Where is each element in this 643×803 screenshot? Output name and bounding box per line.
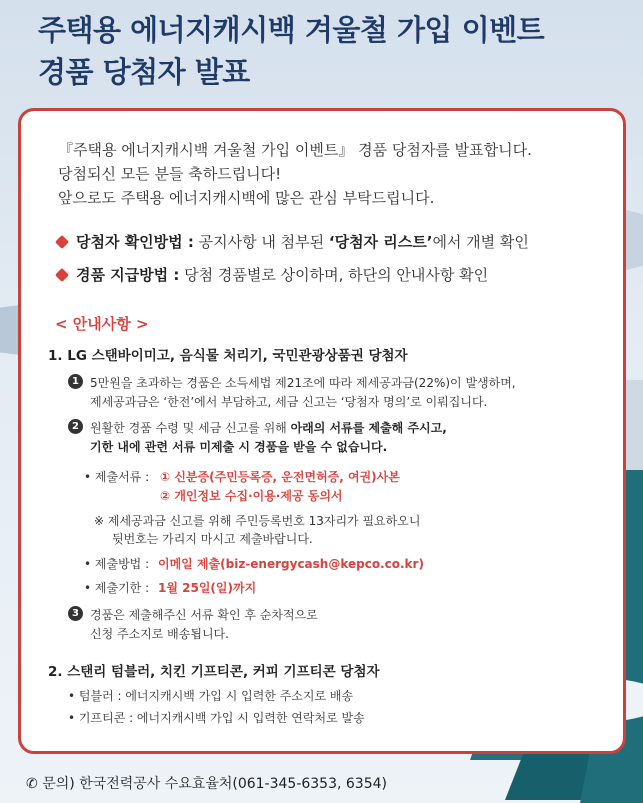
email-submission: 이메일 제출(biz-energycash@kepco.co.kr) <box>158 557 424 571</box>
winner-check-method: 당첨자 확인방법 : 공지사항 내 첨부된 ‘당첨자 리스트’에서 개별 확인 <box>76 233 529 251</box>
intro-line-1: 『주택용 에너지캐시백 겨울철 가입 이벤트』 경품 당첨자를 발표합니다. <box>58 141 532 159</box>
note-line-1: ※ 제세공과금 신고를 위해 주민등록번호 13자리가 필요하오니 <box>94 514 421 528</box>
gifticon-line: • 기프티콘 : 에너지캐시백 가입 시 입력한 연락처로 발송 <box>68 711 365 725</box>
number-3-icon: 3 <box>68 606 83 621</box>
section-2-title: 2. 스탠리 텀블러, 치킨 기프티콘, 커피 기프티콘 당첨자 <box>48 664 380 680</box>
page-subtitle: 경품 당첨자 발표 <box>38 55 250 89</box>
note-line-2: 뒷번호는 가리지 마시고 제출바랍니다. <box>112 532 313 546</box>
method-label: • 제출방법 : <box>84 557 150 571</box>
number-2-icon: 2 <box>68 419 83 434</box>
page-title: 주택용 에너지캐시백 겨울철 가입 이벤트 <box>38 13 545 47</box>
item1-line1: 5만원을 초과하는 경품은 소득세법 제21조에 따라 제세공과금(22%)이 발생하며, <box>90 376 516 390</box>
doc-2: ② 개인정보 수집·이용·제공 동의서 <box>160 489 343 503</box>
contact-info: ✆ 문의) 한국전력공사 수요효율처(061-345-6353, 6354) <box>26 776 387 792</box>
docs-label: • 제출서류 : <box>84 470 150 484</box>
phone-icon: ✆ <box>26 776 38 792</box>
item2-line1: 원활한 경품 수령 및 세금 신고를 위해 아래의 서류를 제출해 주시고, <box>90 421 447 435</box>
intro-line-3: 앞으로도 주택용 에너지캐시백에 많은 관심 부탁드립니다. <box>58 189 435 207</box>
item3-line1: 경품은 제출해주신 서류 확인 후 순차적으로 <box>90 608 318 622</box>
deadline-label: • 제출기한 : <box>84 581 150 595</box>
intro-line-2: 당첨되신 모든 분들 축하드립니다! <box>58 165 282 183</box>
item2-line2: 기한 내에 관련 서류 미제출 시 경품을 받을 수 없습니다. <box>90 440 388 454</box>
tumbler-line: • 텀블러 : 에너지캐시백 가입 시 입력한 주소지로 배송 <box>68 689 354 703</box>
guide-heading: < 안내사항 > <box>55 315 149 333</box>
item1-line2: 제세공과금은 ‘한전’에서 부담하고, 세금 신고는 ‘당첨자 명의’로 이뤄집니다. <box>90 395 488 409</box>
item3-line2: 신청 주소지로 배송됩니다. <box>90 627 229 641</box>
doc-1: ① 신분증(주민등록증, 운전면허증, 여권)사본 <box>160 470 400 484</box>
section-1-title: 1. LG 스탠바이미고, 음식물 처리기, 국민관광상품권 당첨자 <box>48 348 408 364</box>
deadline-value: 1월 25일(일)까지 <box>158 581 257 595</box>
number-1-icon: 1 <box>68 374 83 389</box>
prize-delivery-method: 경품 지급방법 : 당첨 경품별로 상이하며, 하단의 안내사항 확인 <box>76 266 489 284</box>
